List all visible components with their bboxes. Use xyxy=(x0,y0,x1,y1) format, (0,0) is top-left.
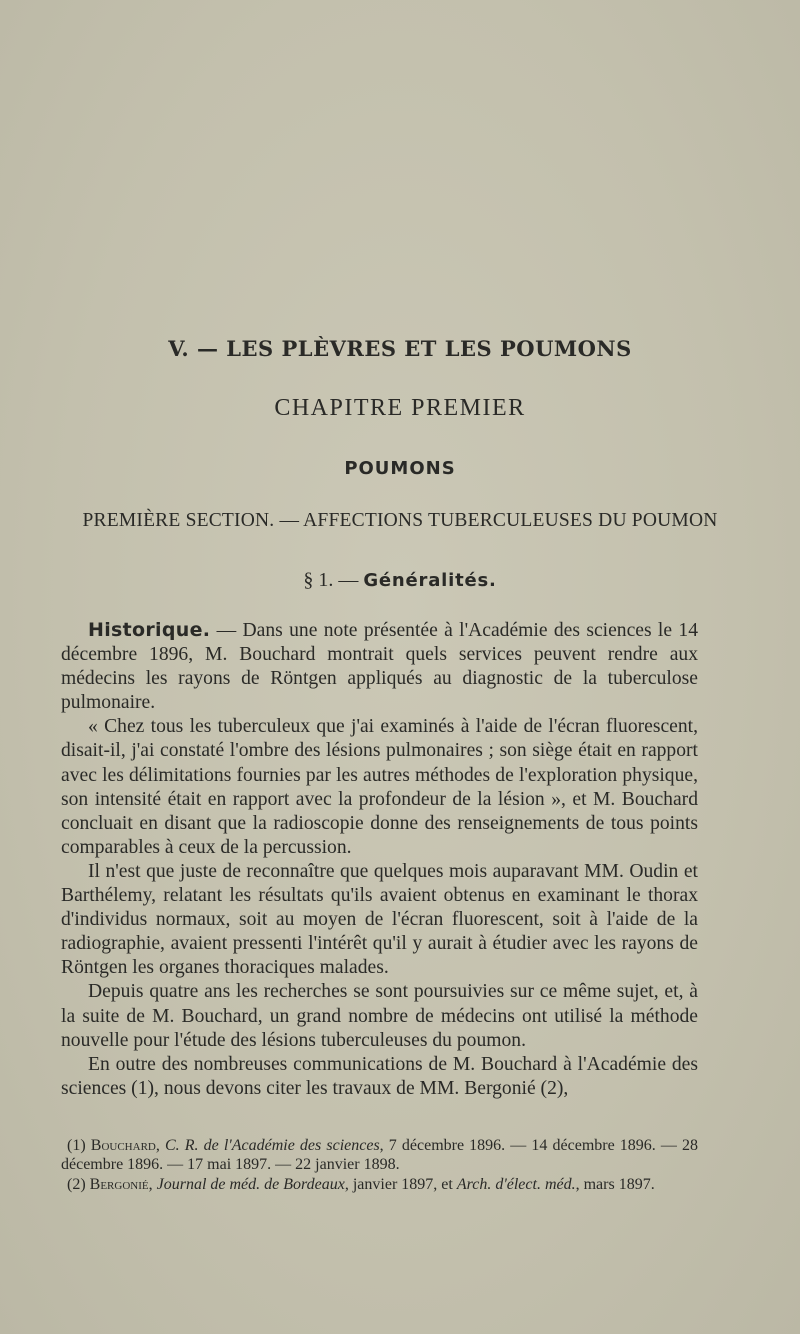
paragraph-title xyxy=(0,569,800,592)
footnotes xyxy=(61,1136,698,1194)
footnote-source: C. R. de l'Académie des sciences xyxy=(164,1137,380,1154)
chapter-title: CHAPITRE PREMIER xyxy=(274,395,526,421)
paragraph-text: — Dans une note présentée à l'Académie des sciences le 14 décembre 1896, M. Bouchard montrait quels services peuvent rendre aux médecins les rayons de Röntgen appliqués au diagnostic de la tuberculose pulmonaire. xyxy=(61,620,698,714)
paragraph-communications: En outre des nombreuses communications de M. Bouchard à l'Académie des sciences (1), nous devons citer les travaux de MM. Bergonié (2), xyxy=(61,1053,698,1099)
paragraph-oudin: Il n'est que juste de reconnaître que quelques mois auparavant MM. Oudin et Barthélemy, relatant les résultats qu'ils avaient obtenus en examinant le thorax d'individus normaux, soit au moyen de l'écran fluorescent, soit à l'aide de la radiographie, avaient pressenti l'intérêt qu'il y aurait à étudier avec les rayons de Röntgen les organes thoraciques malades. xyxy=(61,860,698,979)
footnote-sep: , xyxy=(155,1137,165,1154)
footnote-text: , janvier 1897, et xyxy=(344,1175,457,1193)
footnote-dates: , 7 décembre 1896. — 14 décembre 1896. — 28 décembre 1896. — 17 mai 1897. — 22 janvier 1898. xyxy=(61,1137,699,1174)
paragraph-name: Généralités. xyxy=(363,570,497,591)
paragraph-research: Depuis quatre ans les recherches se sont poursuivies sur ce même sujet, et, à la suite de M. Bouchard, un grand nombre de médecins ont utilisé la méthode nouvelle pour l'étude des lésions tuberculeuses du poumon. xyxy=(61,981,698,1051)
footnote-source-2: Arch. d'élect. méd. xyxy=(456,1175,576,1193)
footnote-mark: (2) xyxy=(67,1175,90,1193)
footnote-sep: , xyxy=(148,1175,157,1193)
part-title: V. — LES PLÈVRES ET LES POUMONS xyxy=(168,336,632,361)
footnote-author: Bergonié xyxy=(89,1175,149,1193)
paragraph-number: § 1. — xyxy=(303,569,359,591)
paragraph-quote: « Chez tous les tuberculeux que j'ai examinés à l'aide de l'écran fluorescent, disait-il, j'ai constaté l'ombre des lésions pulmonaires ; son siège était en rapport avec les délimitations fournies par les autres méthodes de l'exploration physique, son intensité était en rapport avec la profondeur de la lésion », et M. Bouchard concluait en disant que la radioscopie donne des renseignements de tous points comparables à ceux de la percussion. xyxy=(61,716,698,858)
body-text xyxy=(61,618,698,1101)
footnote-author: Bouchard xyxy=(90,1137,156,1154)
subject-title: POUMONS xyxy=(344,458,456,479)
footnote-dates: , mars 1897. xyxy=(575,1175,655,1193)
section-title: PREMIÈRE SECTION. — AFFECTIONS TUBERCULEUSES DU POUMON xyxy=(82,510,718,531)
paragraph-lead: Historique. xyxy=(88,619,211,641)
paragraph-historique xyxy=(61,618,698,715)
footnote-source: Journal de méd. de Bordeaux xyxy=(156,1175,345,1193)
footnote-mark: (1) xyxy=(67,1137,91,1154)
footnote-1 xyxy=(61,1136,698,1175)
footnote-2 xyxy=(61,1175,698,1194)
